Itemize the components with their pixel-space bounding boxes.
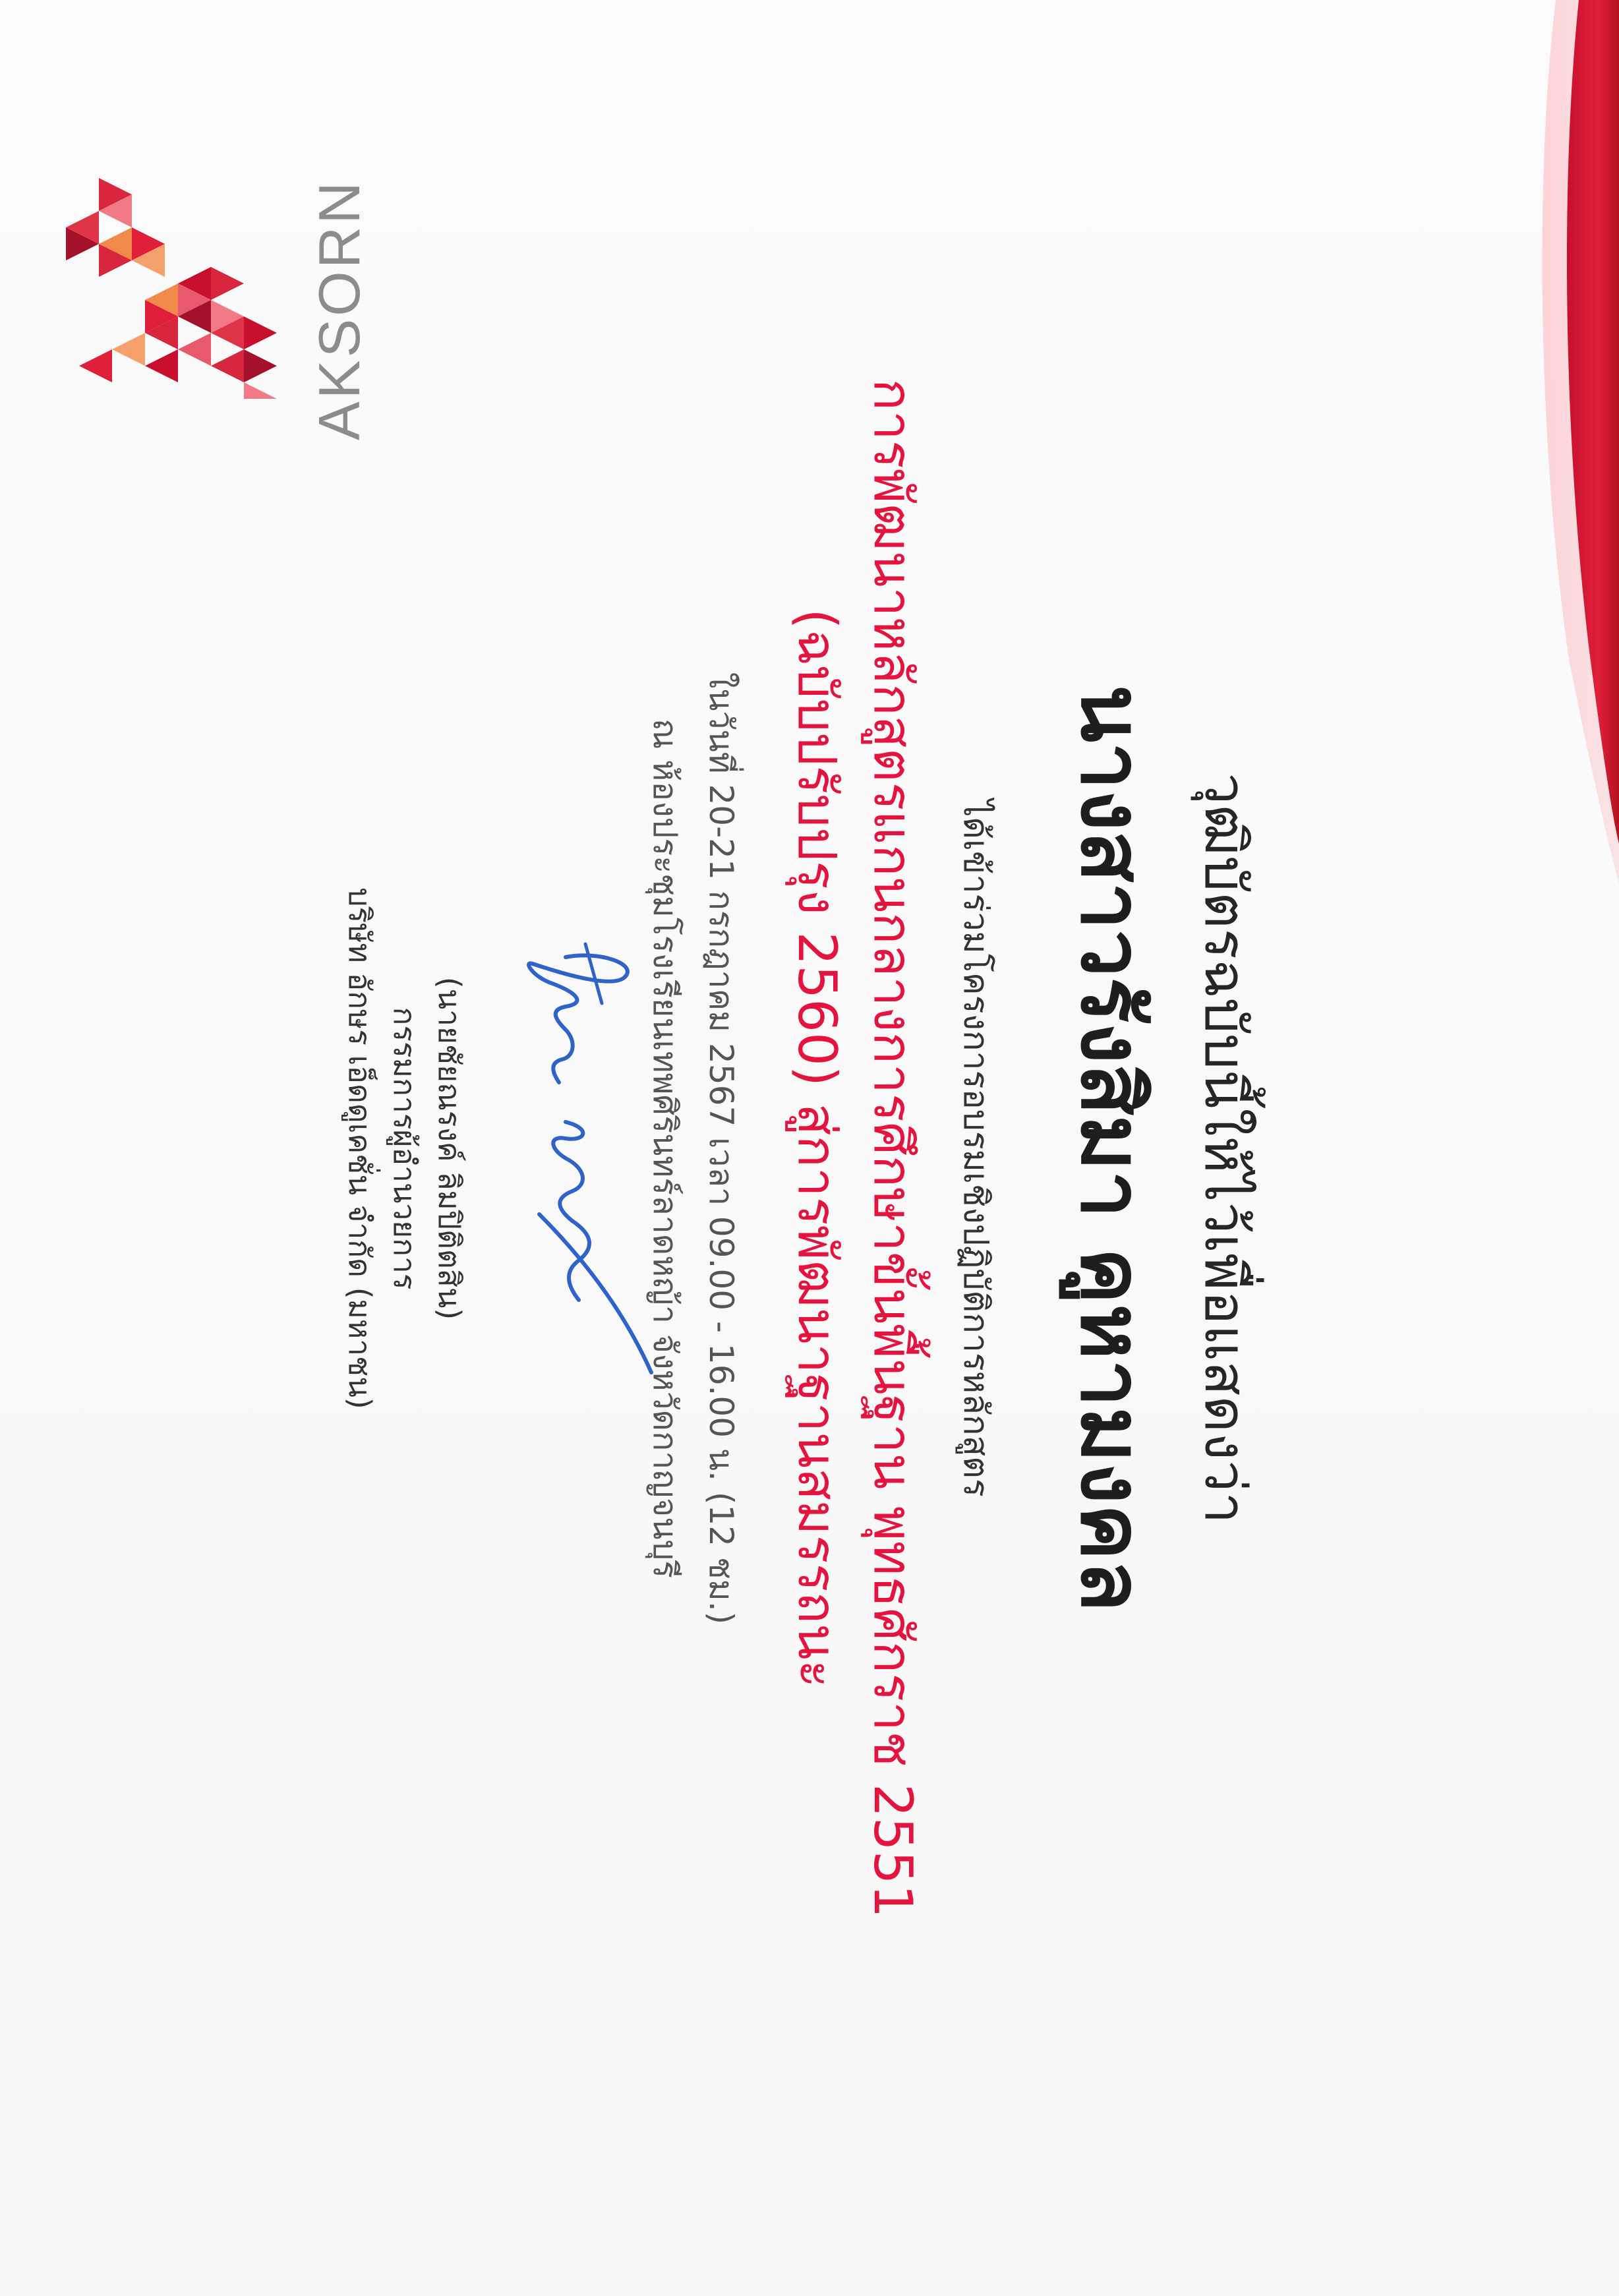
- signatory-title: กรรมการผู้อำนวยการ: [387, 1006, 423, 1289]
- event-date-time: ในวันที่ 20-21 กรกฎาคม 2567 เวลา 09.00 - 16.00 น. (12 ชม.): [702, 672, 740, 1624]
- course-intro: ได้เข้าร่วมโครงการอบรมเชิงปฏิบัติการหลักสูตร: [956, 799, 995, 1497]
- course-title-line-2: (ฉบับปรับปรุง 2560) สู่การพัฒนาฐานสมรรถนะ: [786, 608, 848, 1688]
- certificate-body: [342, 258, 1271, 2038]
- course-title-line-1: การพัฒนาหลักสูตรแกนกลางการศึกษาขั้นพื้นฐาน พุทธศักราช 2551: [862, 378, 924, 1918]
- signatory-name: (นายชัยณรงค์ ลิมปิติตสิน): [432, 976, 467, 1320]
- aksorn-logo-icon: [40, 171, 297, 409]
- recipient-name: นางสาวรังสิมา คูหามงคล: [1062, 684, 1160, 1612]
- logo-brand-text: AKSORN: [307, 179, 372, 440]
- signatory-company: บริษัท อักษร เอ็ดดูเคชั่น จำกัด (มหาชน): [342, 887, 378, 1409]
- certificate-heading: วุฒิบัตรฉบับนี้ให้ไว้เพื่อแสดงว่า: [1192, 772, 1258, 1524]
- signature-image: [506, 931, 664, 1379]
- event-venue: ณ ห้องประชุมโรงเรียนเทพศิรินทร์ลาดหญ้า จังหวัดกาญจนบุรี: [646, 718, 684, 1578]
